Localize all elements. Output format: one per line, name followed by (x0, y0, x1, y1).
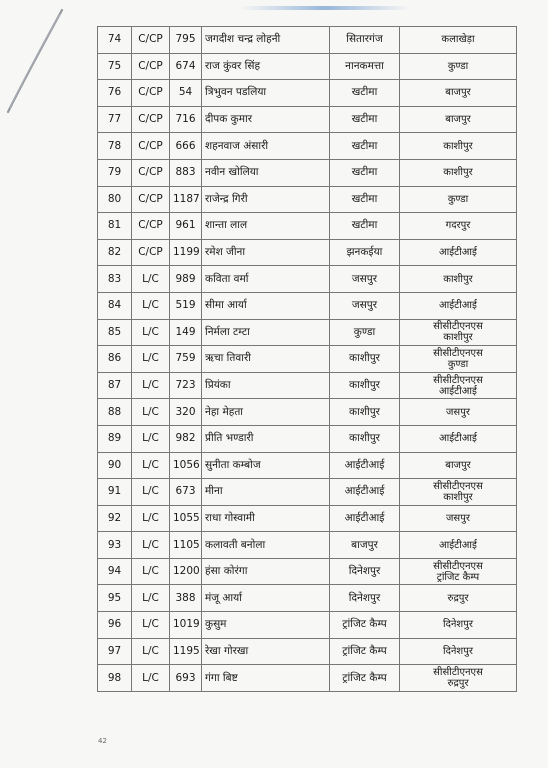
new-posting-line: सीसीटीएनएस (433, 321, 483, 333)
badge-number: 989 (170, 266, 202, 293)
new-posting-line: सीसीटीएनएस (433, 667, 483, 679)
badge-number: 673 (170, 479, 202, 506)
table-row (98, 452, 517, 479)
table-row (98, 425, 517, 452)
serial-number: 93 (98, 532, 132, 559)
badge-number: 1056 (170, 452, 202, 479)
employee-name: सीमा आर्या (202, 292, 330, 319)
rank-category: L/C (132, 665, 170, 692)
table-row (98, 558, 517, 585)
table-row (98, 186, 517, 213)
serial-number: 84 (98, 292, 132, 319)
new-posting-line: सीसीटीएनएस (433, 560, 483, 572)
new-posting (400, 532, 517, 559)
new-posting-line: कुण्डा (447, 358, 469, 370)
new-posting (400, 479, 517, 506)
new-posting-line: रुद्रपुर (447, 678, 469, 690)
serial-number: 92 (98, 505, 132, 532)
employee-name: कलावती बनोला (202, 532, 330, 559)
serial-number: 89 (98, 425, 132, 452)
badge-number: 674 (170, 53, 202, 80)
rank-category: L/C (132, 452, 170, 479)
current-posting: आईटीआई (330, 479, 400, 506)
badge-number: 961 (170, 213, 202, 240)
employee-name: त्रिभुवन पडलिया (202, 80, 330, 107)
employee-name: शहनवाज अंसारी (202, 133, 330, 160)
new-posting (400, 665, 517, 692)
new-posting (400, 213, 517, 240)
new-posting (400, 106, 517, 133)
badge-number: 149 (170, 319, 202, 346)
current-posting: ट्रांजिट कैम्प (330, 612, 400, 639)
employee-name: निर्मला टम्टा (202, 319, 330, 346)
table-row (98, 372, 517, 399)
table-row (98, 159, 517, 186)
current-posting: खटीमा (330, 133, 400, 160)
table-row (98, 585, 517, 612)
employee-name: ऋचा तिवारी (202, 346, 330, 373)
badge-number: 1105 (170, 532, 202, 559)
employee-name: सुनीता कम्बोज (202, 452, 330, 479)
table-row (98, 479, 517, 506)
serial-number: 87 (98, 372, 132, 399)
current-posting: कुण्डा (330, 319, 400, 346)
current-posting: आईटीआई (330, 452, 400, 479)
current-posting: दिनेशपुर (330, 558, 400, 585)
badge-number: 666 (170, 133, 202, 160)
employee-name: प्रियंका (202, 372, 330, 399)
rank-category: L/C (132, 532, 170, 559)
new-posting-line: बाजपुर (445, 114, 471, 126)
table-row (98, 53, 517, 80)
new-posting (400, 133, 517, 160)
serial-number: 96 (98, 612, 132, 639)
serial-number: 79 (98, 159, 132, 186)
new-posting-line: बाजपुर (445, 87, 471, 99)
new-posting (400, 319, 517, 346)
badge-number: 1200 (170, 558, 202, 585)
new-posting-line: रुद्रपुर (447, 592, 469, 604)
badge-number: 54 (170, 80, 202, 107)
new-posting-line: सीसीटीएनएस (433, 347, 483, 359)
new-posting (400, 80, 517, 107)
current-posting: खटीमा (330, 80, 400, 107)
table-row (98, 638, 517, 665)
new-posting-line: गदरपुर (445, 220, 471, 232)
rank-category: L/C (132, 319, 170, 346)
current-posting: काशीपुर (330, 372, 400, 399)
rank-category: C/CP (132, 159, 170, 186)
new-posting (400, 239, 517, 266)
table-row (98, 612, 517, 639)
current-posting: खटीमा (330, 186, 400, 213)
new-posting-line: आईटीआई (439, 300, 477, 312)
table-row (98, 319, 517, 346)
new-posting-line: जसपुर (446, 406, 470, 418)
serial-number: 78 (98, 133, 132, 160)
new-posting (400, 159, 517, 186)
current-posting: जसपुर (330, 266, 400, 293)
new-posting-line: आईटीआई (439, 433, 477, 445)
badge-number: 1187 (170, 186, 202, 213)
badge-number: 519 (170, 292, 202, 319)
new-posting (400, 452, 517, 479)
new-posting (400, 372, 517, 399)
serial-number: 80 (98, 186, 132, 213)
employee-name: मंजू आर्या (202, 585, 330, 612)
rank-category: L/C (132, 558, 170, 585)
new-posting (400, 27, 517, 54)
rank-category: C/CP (132, 27, 170, 54)
new-posting-line: काशीपुर (443, 273, 473, 285)
new-posting (400, 425, 517, 452)
current-posting: काशीपुर (330, 425, 400, 452)
current-posting: आईटीआई (330, 505, 400, 532)
rank-category: L/C (132, 372, 170, 399)
serial-number: 76 (98, 80, 132, 107)
new-posting (400, 585, 517, 612)
new-posting-line: कुण्डा (447, 60, 469, 72)
current-posting: खटीमा (330, 159, 400, 186)
badge-number: 982 (170, 425, 202, 452)
employee-name: रेखा गोरखा (202, 638, 330, 665)
scan-pen-mark (2, 8, 72, 118)
new-posting (400, 399, 517, 426)
transfer-table (97, 26, 517, 692)
rank-category: L/C (132, 479, 170, 506)
badge-number: 1199 (170, 239, 202, 266)
new-posting-line: काशीपुर (443, 491, 473, 503)
rank-category: L/C (132, 346, 170, 373)
table-row (98, 106, 517, 133)
badge-number: 795 (170, 27, 202, 54)
current-posting: दिनेशपुर (330, 585, 400, 612)
employee-name: कुसुम (202, 612, 330, 639)
new-posting-line: कुण्डा (447, 193, 469, 205)
new-posting (400, 292, 517, 319)
rank-category: L/C (132, 612, 170, 639)
badge-number: 320 (170, 399, 202, 426)
rank-category: L/C (132, 399, 170, 426)
badge-number: 388 (170, 585, 202, 612)
table-row (98, 133, 517, 160)
current-posting: जसपुर (330, 292, 400, 319)
serial-number: 98 (98, 665, 132, 692)
employee-name: नेहा मेहता (202, 399, 330, 426)
employee-name: नवीन खोलिया (202, 159, 330, 186)
employee-name: प्रीति भण्डारी (202, 425, 330, 452)
table-row (98, 213, 517, 240)
current-posting: खटीमा (330, 213, 400, 240)
current-posting: नानकमत्ता (330, 53, 400, 80)
new-posting-line: ट्रांजिट कैम्प (436, 571, 480, 583)
serial-number: 81 (98, 213, 132, 240)
rank-category: L/C (132, 585, 170, 612)
current-posting: झनकईया (330, 239, 400, 266)
serial-number: 77 (98, 106, 132, 133)
badge-number: 759 (170, 346, 202, 373)
table-row (98, 27, 517, 54)
rank-category: L/C (132, 425, 170, 452)
badge-number: 1195 (170, 638, 202, 665)
badge-number: 716 (170, 106, 202, 133)
rank-category: C/CP (132, 213, 170, 240)
new-posting-line: काशीपुर (443, 140, 473, 152)
new-posting (400, 266, 517, 293)
employee-name: राधा गोस्वामी (202, 505, 330, 532)
employee-name: दीपक कुमार (202, 106, 330, 133)
rank-category: C/CP (132, 106, 170, 133)
employee-name: राजेन्द्र गिरी (202, 186, 330, 213)
current-posting: ट्रांजिट कैम्प (330, 638, 400, 665)
new-posting-line: आईटीआई (439, 247, 477, 259)
employee-name: जगदीश चन्द्र लोहनी (202, 27, 330, 54)
new-posting (400, 505, 517, 532)
rank-category: C/CP (132, 133, 170, 160)
serial-number: 91 (98, 479, 132, 506)
new-posting-line: आईटीआई (439, 539, 477, 551)
badge-number: 723 (170, 372, 202, 399)
serial-number: 94 (98, 558, 132, 585)
current-posting: खटीमा (330, 106, 400, 133)
table-row (98, 266, 517, 293)
badge-number: 693 (170, 665, 202, 692)
table-row (98, 505, 517, 532)
new-posting (400, 558, 517, 585)
new-posting-line: सीसीटीएनएस (433, 480, 483, 492)
new-posting (400, 638, 517, 665)
new-posting-line: दिनेशपुर (442, 619, 474, 631)
employee-name: कविता वर्मा (202, 266, 330, 293)
page-number: 42 (98, 737, 107, 745)
employee-name: गंगा बिष्ट (202, 665, 330, 692)
serial-number: 82 (98, 239, 132, 266)
table-row (98, 399, 517, 426)
new-posting-line: दिनेशपुर (442, 645, 474, 657)
current-posting: बाजपुर (330, 532, 400, 559)
new-posting (400, 53, 517, 80)
rank-category: L/C (132, 638, 170, 665)
serial-number: 74 (98, 27, 132, 54)
new-posting-line: सीसीटीएनएस (433, 374, 483, 386)
rank-category: L/C (132, 292, 170, 319)
rank-category: L/C (132, 505, 170, 532)
badge-number: 1055 (170, 505, 202, 532)
current-posting: सितारगंज (330, 27, 400, 54)
employee-name: राज कुंवर सिंह (202, 53, 330, 80)
serial-number: 88 (98, 399, 132, 426)
new-posting-line: जसपुर (446, 512, 470, 524)
table-row (98, 532, 517, 559)
rank-category: C/CP (132, 239, 170, 266)
serial-number: 75 (98, 53, 132, 80)
employee-name: मीना (202, 479, 330, 506)
badge-number: 1019 (170, 612, 202, 639)
serial-number: 86 (98, 346, 132, 373)
current-posting: काशीपुर (330, 399, 400, 426)
current-posting: काशीपुर (330, 346, 400, 373)
new-posting-line: काशीपुर (443, 332, 473, 344)
rank-category: C/CP (132, 80, 170, 107)
rank-category: C/CP (132, 186, 170, 213)
new-posting (400, 612, 517, 639)
new-posting (400, 186, 517, 213)
new-posting-line: कलाखेड़ा (441, 34, 475, 46)
serial-number: 85 (98, 319, 132, 346)
new-posting (400, 346, 517, 373)
table-row (98, 239, 517, 266)
new-posting-line: आईटीआई (439, 385, 477, 397)
employee-name: हंसा कोरंगा (202, 558, 330, 585)
new-posting-line: काशीपुर (443, 167, 473, 179)
table-row (98, 665, 517, 692)
serial-number: 83 (98, 266, 132, 293)
table-row (98, 80, 517, 107)
rank-category: L/C (132, 266, 170, 293)
serial-number: 97 (98, 638, 132, 665)
table-row (98, 346, 517, 373)
employee-name: शान्ता लाल (202, 213, 330, 240)
table-row (98, 292, 517, 319)
serial-number: 95 (98, 585, 132, 612)
new-posting-line: बाजपुर (445, 459, 471, 471)
rank-category: C/CP (132, 53, 170, 80)
serial-number: 90 (98, 452, 132, 479)
current-posting: ट्रांजिट कैम्प (330, 665, 400, 692)
scan-edge-mark (240, 6, 410, 10)
badge-number: 883 (170, 159, 202, 186)
employee-name: रमेश जीना (202, 239, 330, 266)
